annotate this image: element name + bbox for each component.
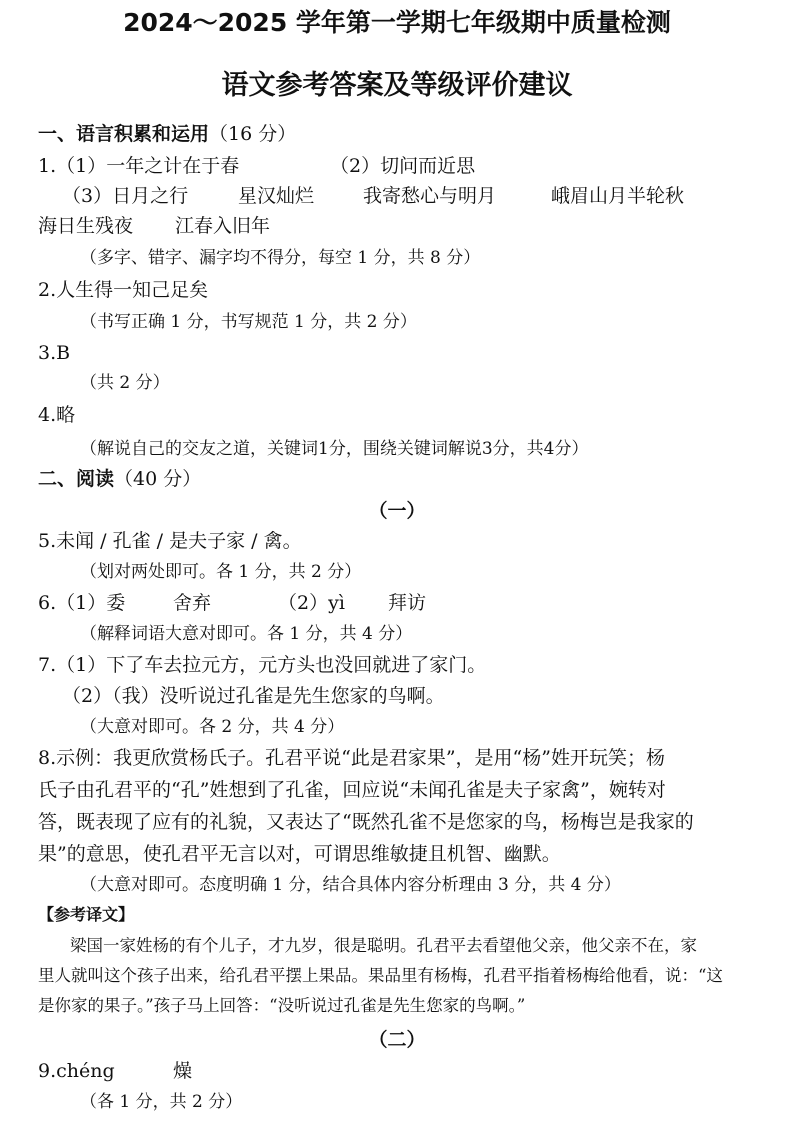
q2-answer: 2.人生得一知己足矣 [38,279,209,301]
q4-note: （解说自己的交友之道，关键词1分，围绕关键词解说3分，共4分） [80,439,589,459]
section-1-heading [38,121,296,147]
q1-part3-e: 海日生残夜 [38,215,134,237]
q8-line-2: 氏子由孔君平的“孔”姓想到了孔雀，回应说“未闻孔雀是夫子家禽”，婉转对 [38,779,666,801]
translation-line-2: 里人就叫这个孩子出来，给孔君平摆上果品。果品里有杨梅，孔君平指着杨梅给他看，说：“这 [38,966,723,985]
document-subtitle: 语文参考答案及等级评价建议 [221,70,573,101]
q3-note: （共 2 分） [80,373,170,393]
translation-line-3: 是你家的果子。”孩子马上回答：“没听说过孔雀是先生您家的鸟啊。” [38,996,526,1015]
document-title: 2024～2025 学年第一学期七年级期中质量检测 [123,8,671,37]
q6-note: （解释词语大意对即可。各 1 分，共 4 分） [80,624,413,644]
section-1-score: （16 分） [209,123,297,145]
q8-line-4: 果”的意思，使孔君平无言以对，可谓思维敏捷且机智、幽默。 [38,843,561,865]
q1-part3-a: （3）日月之行 [62,185,189,207]
q6-item-2: 舍弃 [173,592,212,614]
q1-part3-b: 星汉灿烂 [238,185,315,207]
q1-part3-d: 峨眉山月半轮秋 [551,185,685,207]
q1-part3-c: 我寄愁心与明月 [363,185,497,207]
q1-part3-f: 江春入旧年 [175,215,271,237]
q8-line-3: 答，既表现了应有的礼貌，又表达了“既然孔雀不是您家的鸟，杨梅岂是我家的 [38,811,694,833]
part-1-label: （一） [368,500,426,522]
q7-line-1: 7.（1）下了车去拉元方，元方头也没回就进了家门。 [38,654,487,676]
translation-heading: 【参考译文】 [38,905,135,924]
q3-answer: 3.B [38,342,71,364]
section-2-score: （40 分） [114,468,202,490]
part-2-label: （二） [368,1029,426,1051]
q1-line-1 [38,153,239,179]
q9-item-1: 9.chéng [38,1060,115,1082]
section-2-title: 二、阅读 [38,468,115,490]
q9-item-2: 燥 [173,1060,193,1082]
q1-part1: 1.（1）一年之计在于春 [38,155,240,177]
q8-line-1: 8.示例：我更欣赏杨氏子。孔君平说“此是君家果”，是用“杨”姓开玩笑；杨 [38,747,665,769]
q2-note: （书写正确 1 分，书写规范 1 分，共 2 分） [80,312,417,332]
section-1-title: 一、语言积累和运用 [38,123,210,145]
translation-line-1: 梁国一家姓杨的有个儿子，才九岁，很是聪明。孔君平去看望他父亲，他父亲不在，家 [70,936,697,955]
q6-item-3: （2）yì [278,592,345,614]
q8-note: （大意对即可。态度明确 1 分，结合具体内容分析理由 3 分，共 4 分） [80,875,621,895]
q9-note: （各 1 分，共 2 分） [80,1092,243,1112]
q4-answer: 4.略 [38,404,76,426]
section-2-heading [38,466,201,492]
q7-note: （大意对即可。各 2 分，共 4 分） [80,717,345,737]
q1-note: （多字、错字、漏字均不得分，每空 1 分，共 8 分） [80,248,481,268]
q5-answer: 5.未闻 / 孔雀 / 是夫子家 / 禽。 [38,530,302,552]
q5-note: （划对两处即可。各 1 分，共 2 分） [80,562,362,582]
q1-part2: （2）切问而近思 [330,155,476,177]
q6-item-1: 6.（1）委 [38,592,126,614]
q6-item-4: 拜访 [388,592,427,614]
q7-line-2: （2）（我）没听说过孔雀是先生您家的鸟啊。 [62,685,445,707]
